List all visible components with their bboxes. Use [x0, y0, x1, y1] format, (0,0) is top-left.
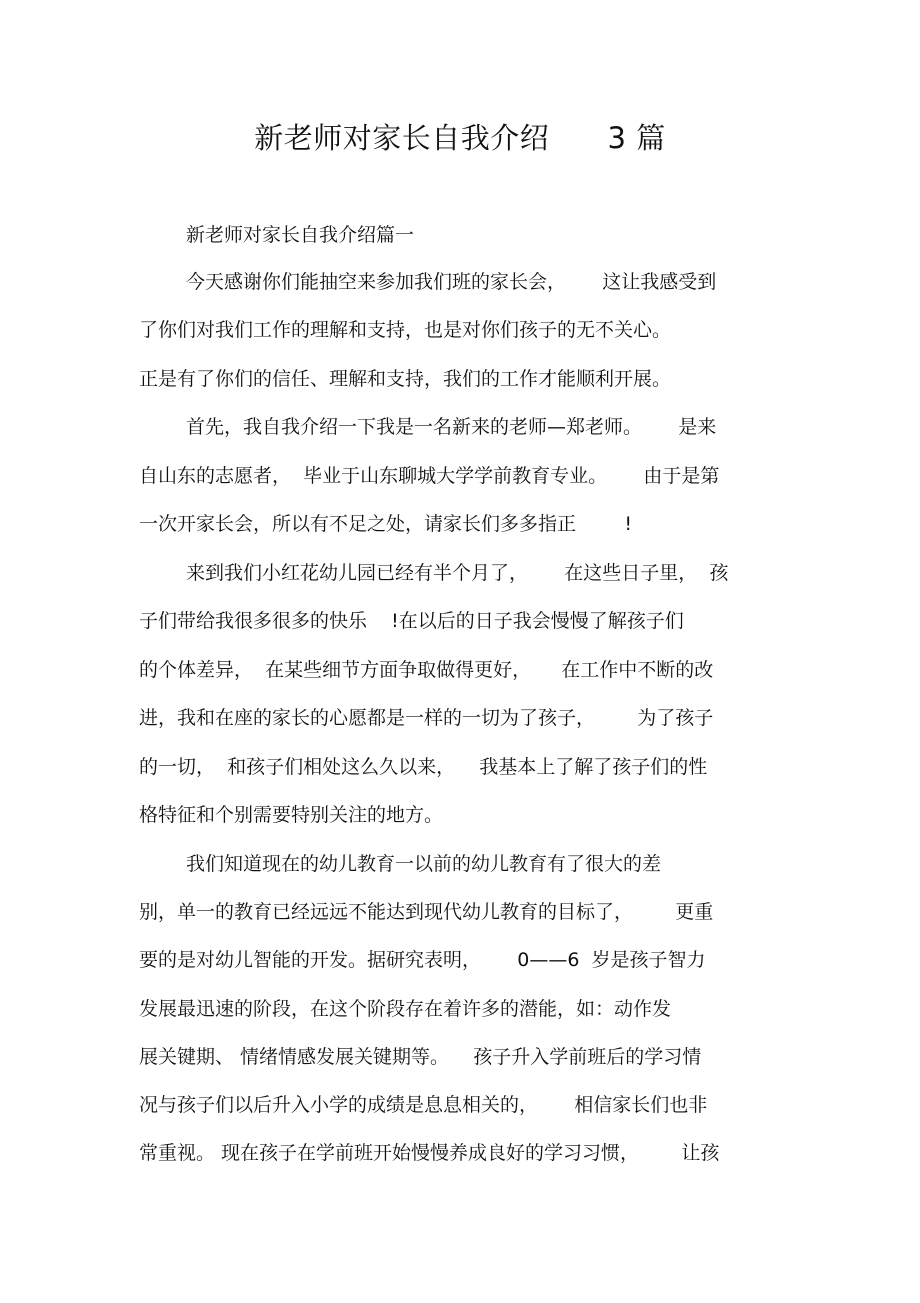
paragraph-line: 常重视。 现在孩子在学前班开始慢慢养成良好的学习习惯， 让孩 [139, 1142, 720, 1164]
paragraph-line: 子们带给我很多很多的快乐 !在以后的日子我会慢慢了解孩子们 [139, 610, 684, 632]
paragraph-line: 发展最迅速的阶段，在这个阶段存在着许多的潜能，如：动作发 [139, 998, 672, 1020]
paragraph-line: 的一切， 和孩子们相处这么久以来， 我基本上了解了孩子们的性 [139, 756, 708, 778]
paragraph-line: 来到我们小红花幼儿园已经有半个月了， 在这些日子里， 孩 [186, 562, 729, 584]
document-title: 新老师对家长自我介绍 3 篇 [254, 121, 666, 155]
paragraph-line: 要的是对幼儿智能的开发。据研究表明， 0——6 岁是孩子智力 [139, 949, 706, 971]
paragraph-line: 了你们对我们工作的理解和支持，也是对你们孩子的无不关心。 [139, 319, 672, 341]
paragraph-line: 自山东的志愿者， 毕业于山东聊城大学学前教育专业。 由于是第 [139, 465, 720, 487]
paragraph-line: 况与孩子们以后升入小学的成绩是息息相关的， 相信家长们也非 [139, 1094, 708, 1116]
paragraph-line: 正是有了你们的信任、理解和支持，我们的工作才能顺利开展。 [139, 368, 672, 390]
paragraph-line: 首先，我自我介绍一下我是一名新来的老师—郑老师。 是来 [186, 416, 717, 438]
paragraph-line: 展关键期、 情绪情感发展关键期等。 孩子升入学前班后的学习情 [139, 1046, 702, 1068]
paragraph-line: 别，单一的教育已经远远不能达到现代幼儿教育的目标了， 更重 [139, 901, 714, 923]
section-heading: 新老师对家长自我介绍篇一 [186, 224, 415, 246]
paragraph-line: 进，我和在座的家长的心愿都是一样的一切为了孩子， 为了孩子 [139, 707, 714, 729]
paragraph-line: 的个体差异， 在某些细节方面争取做得更好， 在工作中不断的改 [139, 659, 714, 681]
paragraph-line: 一次开家长会，所以有不足之处，请家长们多多指正 ! [139, 513, 632, 535]
paragraph-line: 格特征和个别需要特别关注的地方。 [139, 804, 444, 826]
paragraph-line: 今天感谢你们能抽空来参加我们班的家长会， 这让我感受到 [186, 271, 717, 293]
paragraph-line: 我们知道现在的幼儿教育一以前的幼儿教育有了很大的差 [186, 853, 662, 875]
